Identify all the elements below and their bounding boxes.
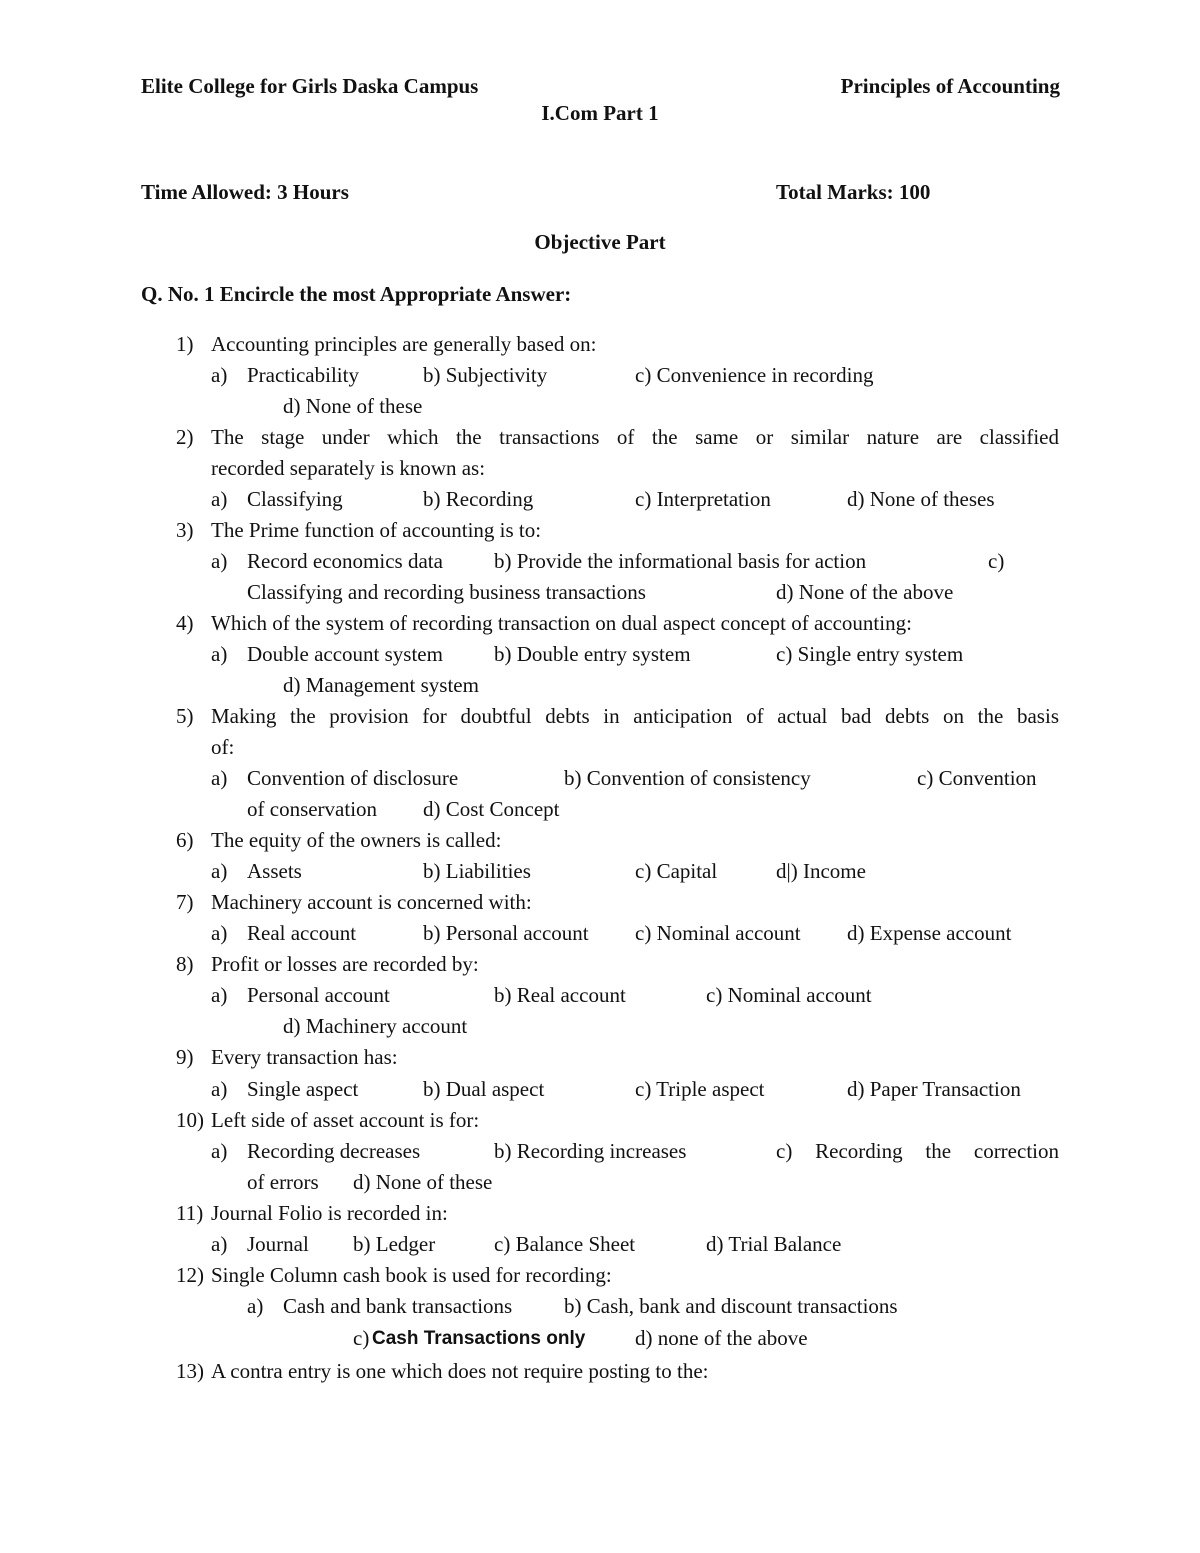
option-a: Convention of disclosure: [247, 766, 459, 790]
option-c-label: c): [353, 1326, 370, 1350]
question-number: 13): [176, 1359, 204, 1383]
question-number: 6): [176, 828, 194, 852]
option-b: b) Subjectivity: [423, 363, 548, 387]
question-number: 2): [176, 425, 194, 449]
section-title: Objective Part: [534, 230, 666, 254]
option-a: Recording decreases: [247, 1139, 421, 1163]
option-b: b) Dual aspect: [423, 1077, 545, 1101]
option-d: d) none of the above: [635, 1326, 808, 1350]
option-b: b) Recording increases: [494, 1139, 687, 1163]
option-c: c) Triple aspect: [635, 1077, 765, 1101]
question-text: Journal Folio is recorded in:: [211, 1201, 448, 1225]
option-a: Double account system: [247, 642, 443, 666]
question-number: 4): [176, 611, 194, 635]
option-label: a): [211, 549, 228, 573]
question-text: Machinery account is concerned with:: [211, 890, 532, 914]
option-c: c) Convention: [917, 766, 1037, 790]
option-a: Cash and bank transactions: [283, 1294, 513, 1318]
option-label: a): [211, 921, 228, 945]
option-b: b) Provide the informational basis for action: [494, 549, 867, 573]
question-number: 1): [176, 332, 194, 356]
question-number: 5): [176, 704, 194, 728]
option-label: a): [211, 766, 228, 790]
question-number: 10): [176, 1108, 204, 1132]
option-a: Classifying: [247, 487, 343, 511]
option-b: b) Convention of consistency: [564, 766, 811, 790]
question-text: The Prime function of accounting is to:: [211, 518, 542, 542]
option-a: Practicability: [247, 363, 359, 387]
option-c-continued: of errors: [247, 1170, 319, 1194]
question-text-continued: recorded separately is known as:: [211, 456, 486, 480]
question-text: Profit or losses are recorded by:: [211, 952, 479, 976]
option-a: Real account: [247, 921, 357, 945]
option-a: Assets: [247, 859, 302, 883]
option-c-continued: of conservation: [247, 797, 378, 821]
option-c: c) Recording the correction: [776, 1139, 1059, 1163]
option-d: d) None of these: [283, 394, 423, 418]
question-number: 7): [176, 890, 194, 914]
question-text: The equity of the owners is called:: [211, 828, 502, 852]
question-text: Single Column cash book is used for recording:: [211, 1263, 612, 1287]
option-d: d) None of these: [353, 1170, 493, 1194]
option-c: c) Nominal account: [635, 921, 801, 945]
question-text: Every transaction has:: [211, 1045, 398, 1069]
option-label: a): [247, 1294, 264, 1318]
option-b: b) Cash, bank and discount transactions: [564, 1294, 898, 1318]
question-number: 8): [176, 952, 194, 976]
option-d: d) None of the above: [776, 580, 954, 604]
option-c: c) Balance Sheet: [494, 1232, 636, 1256]
option-label: a): [211, 983, 228, 1007]
time-allowed: Time Allowed: 3 Hours: [141, 180, 349, 204]
question-text: A contra entry is one which does not require posting to the:: [211, 1359, 709, 1383]
option-label: a): [211, 642, 228, 666]
option-label: a): [211, 487, 228, 511]
college-name: Elite College for Girls Daska Campus: [141, 74, 479, 98]
question-number: 12): [176, 1263, 204, 1287]
question-text-continued: of:: [211, 735, 235, 759]
option-label: a): [211, 1139, 228, 1163]
option-d: d) Management system: [283, 673, 479, 697]
option-c: c) Single entry system: [776, 642, 964, 666]
option-b: b) Recording: [423, 487, 534, 511]
question-number: 9): [176, 1045, 194, 1069]
class-title: I.Com Part 1: [541, 101, 659, 125]
option-b: b) Real account: [494, 983, 626, 1007]
question-text: Making the provision for doubtful debts in anticipation of actual bad debts on the basis: [211, 704, 1059, 728]
question-instruction: Q. No. 1 Encircle the most Appropriate Answer:: [141, 282, 572, 306]
question-text: Accounting principles are generally based on:: [211, 332, 597, 356]
question-text: Left side of asset account is for:: [211, 1108, 480, 1132]
option-label: a): [211, 859, 228, 883]
option-a: Single aspect: [247, 1077, 359, 1101]
option-c-label: c): [988, 549, 1005, 573]
question-text: Which of the system of recording transaction on dual aspect concept of accounting:: [211, 611, 912, 635]
total-marks: Total Marks: 100: [776, 180, 931, 204]
option-d: d) Expense account: [847, 921, 1012, 945]
option-a: Personal account: [247, 983, 390, 1007]
option-b: b) Personal account: [423, 921, 589, 945]
option-a: Journal: [247, 1232, 309, 1256]
option-a: Record economics data: [247, 549, 443, 573]
question-number: 11): [176, 1201, 204, 1225]
question-text: The stage under which the transactions of the same or similar nature are classified: [211, 425, 1059, 449]
option-c: c) Interpretation: [635, 487, 771, 511]
option-b: b) Double entry system: [494, 642, 691, 666]
option-label: a): [211, 1232, 228, 1256]
option-b: b) Ledger: [353, 1232, 436, 1256]
option-d: d) None of theses: [847, 487, 995, 511]
option-d: d) Cost Concept: [423, 797, 560, 821]
option-c: c) Nominal account: [706, 983, 872, 1007]
option-b: b) Liabilities: [423, 859, 531, 883]
question-number: 3): [176, 518, 194, 542]
option-d: d|) Income: [776, 859, 866, 883]
subject-title: Principles of Accounting: [840, 74, 1060, 98]
option-d: d) Trial Balance: [706, 1232, 842, 1256]
option-label: a): [211, 1077, 228, 1101]
option-label: a): [211, 363, 228, 387]
option-c: c) Capital: [635, 859, 718, 883]
option-c: Classifying and recording business transactions: [247, 580, 646, 604]
option-d: d) Machinery account: [283, 1014, 468, 1038]
option-c: Cash Transactions only: [372, 1328, 586, 1349]
option-c: c) Convenience in recording: [635, 363, 874, 387]
option-d: d) Paper Transaction: [847, 1077, 1021, 1101]
